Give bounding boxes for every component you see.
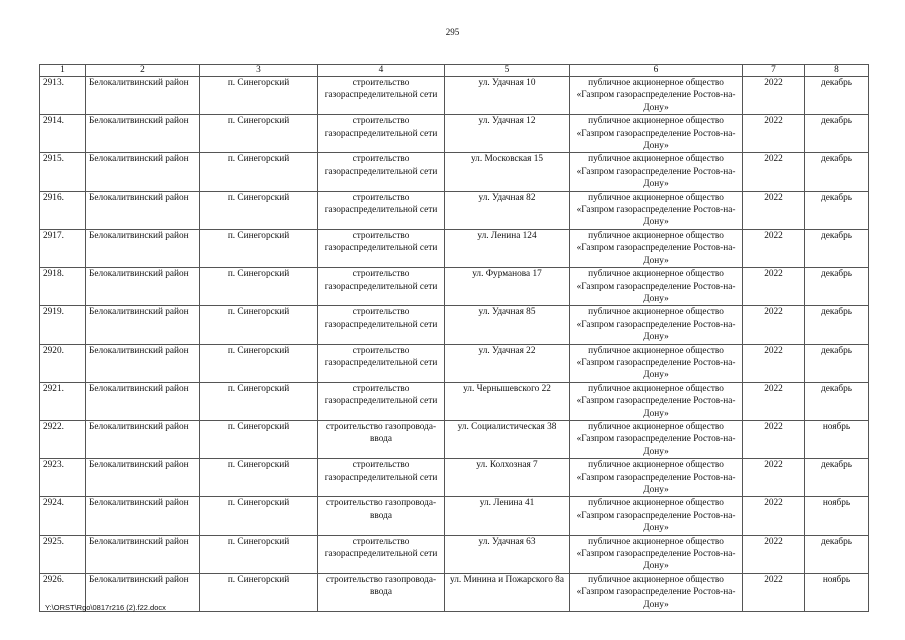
organization-cell: публичное акционерное общество «Газпром газораспределение Ростов-на-Дону» (570, 77, 743, 115)
column-number: 3 (200, 65, 318, 77)
organization-cell: публичное акционерное общество «Газпром газораспределение Ростов-на-Дону» (570, 497, 743, 535)
settlement-cell: п. Синегорский (200, 535, 318, 573)
organization-cell: публичное акционерное общество «Газпром газораспределение Ростов-на-Дону» (570, 115, 743, 153)
settlement-cell: п. Синегорский (200, 115, 318, 153)
table-row (40, 77, 869, 115)
organization-cell: публичное акционерное общество «Газпром газораспределение Ростов-на-Дону» (570, 382, 743, 420)
settlement-cell: п. Синегорский (200, 573, 318, 611)
table-row (40, 344, 869, 382)
district-cell: Белокалитвинский район (86, 191, 200, 229)
address-cell: ул. Удачная 12 (445, 115, 570, 153)
month-cell: декабрь (805, 153, 869, 191)
district-cell: Белокалитвинский район (86, 459, 200, 497)
district-cell: Белокалитвинский район (86, 229, 200, 267)
year-cell: 2022 (743, 535, 805, 573)
month-cell: декабрь (805, 306, 869, 344)
row-number: 2916. (40, 191, 86, 229)
month-cell: ноябрь (805, 420, 869, 458)
month-cell: декабрь (805, 382, 869, 420)
work-type-cell: строительство газораспределительной сети (318, 191, 445, 229)
work-type-cell: строительство газораспределительной сети (318, 153, 445, 191)
address-cell: ул. Чернышевского 22 (445, 382, 570, 420)
work-type-cell: строительство газораспределительной сети (318, 77, 445, 115)
settlement-cell: п. Синегорский (200, 268, 318, 306)
address-cell: ул. Удачная 85 (445, 306, 570, 344)
table-row (40, 497, 869, 535)
address-cell: ул. Ленина 124 (445, 229, 570, 267)
row-number: 2918. (40, 268, 86, 306)
year-cell: 2022 (743, 115, 805, 153)
organization-cell: публичное акционерное общество «Газпром газораспределение Ростов-на-Дону» (570, 306, 743, 344)
settlement-cell: п. Синегорский (200, 459, 318, 497)
page-number: 295 (445, 27, 460, 37)
settlement-cell: п. Синегорский (200, 229, 318, 267)
column-number: 1 (40, 65, 86, 77)
settlement-cell: п. Синегорский (200, 153, 318, 191)
work-type-cell: строительство газопровода-ввода (318, 573, 445, 611)
organization-cell: публичное акционерное общество «Газпром газораспределение Ростов-на-Дону» (570, 535, 743, 573)
address-cell: ул. Колхозная 7 (445, 459, 570, 497)
organization-cell: публичное акционерное общество «Газпром газораспределение Ростов-на-Дону» (570, 191, 743, 229)
year-cell: 2022 (743, 497, 805, 535)
table-row (40, 229, 869, 267)
district-cell: Белокалитвинский район (86, 77, 200, 115)
registry-table (39, 64, 869, 612)
settlement-cell: п. Синегорский (200, 77, 318, 115)
month-cell: декабрь (805, 344, 869, 382)
row-number: 2920. (40, 344, 86, 382)
organization-cell: публичное акционерное общество «Газпром газораспределение Ростов-на-Дону» (570, 420, 743, 458)
work-type-cell: строительство газораспределительной сети (318, 229, 445, 267)
address-cell: ул. Удачная 10 (445, 77, 570, 115)
row-number: 2914. (40, 115, 86, 153)
row-number: 2913. (40, 77, 86, 115)
month-cell: декабрь (805, 535, 869, 573)
district-cell: Белокалитвинский район (86, 115, 200, 153)
month-cell: ноябрь (805, 573, 869, 611)
settlement-cell: п. Синегорский (200, 420, 318, 458)
table-row (40, 306, 869, 344)
address-cell: ул. Удачная 82 (445, 191, 570, 229)
table-row (40, 382, 869, 420)
district-cell: Белокалитвинский район (86, 573, 200, 611)
work-type-cell: строительство газопровода-ввода (318, 497, 445, 535)
district-cell: Белокалитвинский район (86, 268, 200, 306)
column-number: 4 (318, 65, 445, 77)
year-cell: 2022 (743, 153, 805, 191)
year-cell: 2022 (743, 459, 805, 497)
column-number: 6 (570, 65, 743, 77)
organization-cell: публичное акционерное общество «Газпром газораспределение Ростов-на-Дону» (570, 153, 743, 191)
table-row (40, 115, 869, 153)
district-cell: Белокалитвинский район (86, 344, 200, 382)
table-row (40, 459, 869, 497)
month-cell: декабрь (805, 268, 869, 306)
row-number: 2926. (40, 573, 86, 611)
work-type-cell: строительство газораспределительной сети (318, 344, 445, 382)
table-row (40, 268, 869, 306)
settlement-cell: п. Синегорский (200, 344, 318, 382)
work-type-cell: строительство газораспределительной сети (318, 268, 445, 306)
address-cell: ул. Удачная 22 (445, 344, 570, 382)
table-row (40, 153, 869, 191)
column-number: 2 (86, 65, 200, 77)
address-cell: ул. Ленина 41 (445, 497, 570, 535)
work-type-cell: строительство газораспределительной сети (318, 535, 445, 573)
column-number: 8 (805, 65, 869, 77)
organization-cell: публичное акционерное общество «Газпром газораспределение Ростов-на-Дону» (570, 268, 743, 306)
work-type-cell: строительство газопровода-ввода (318, 420, 445, 458)
address-cell: ул. Социалистическая 38 (445, 420, 570, 458)
district-cell: Белокалитвинский район (86, 420, 200, 458)
work-type-cell: строительство газораспределительной сети (318, 306, 445, 344)
address-cell: ул. Удачная 63 (445, 535, 570, 573)
district-cell: Белокалитвинский район (86, 535, 200, 573)
month-cell: декабрь (805, 229, 869, 267)
year-cell: 2022 (743, 344, 805, 382)
district-cell: Белокалитвинский район (86, 382, 200, 420)
month-cell: декабрь (805, 115, 869, 153)
organization-cell: публичное акционерное общество «Газпром газораспределение Ростов-на-Дону» (570, 229, 743, 267)
year-cell: 2022 (743, 191, 805, 229)
row-number: 2915. (40, 153, 86, 191)
address-cell: ул. Московская 15 (445, 153, 570, 191)
footer-file-path: Y:\ORST\Rgo\0817r216 (2).f22.docx (45, 603, 166, 612)
year-cell: 2022 (743, 573, 805, 611)
year-cell: 2022 (743, 77, 805, 115)
month-cell: декабрь (805, 191, 869, 229)
district-cell: Белокалитвинский район (86, 306, 200, 344)
column-number: 7 (743, 65, 805, 77)
address-cell: ул. Минина и Пожарского 8а (445, 573, 570, 611)
organization-cell: публичное акционерное общество «Газпром газораспределение Ростов-на-Дону» (570, 344, 743, 382)
row-number: 2922. (40, 420, 86, 458)
month-cell: декабрь (805, 459, 869, 497)
settlement-cell: п. Синегорский (200, 497, 318, 535)
year-cell: 2022 (743, 268, 805, 306)
organization-cell: публичное акционерное общество «Газпром газораспределение Ростов-на-Дону» (570, 459, 743, 497)
column-number-row (40, 65, 869, 77)
month-cell: ноябрь (805, 497, 869, 535)
year-cell: 2022 (743, 306, 805, 344)
work-type-cell: строительство газораспределительной сети (318, 459, 445, 497)
settlement-cell: п. Синегорский (200, 191, 318, 229)
work-type-cell: строительство газораспределительной сети (318, 382, 445, 420)
organization-cell: публичное акционерное общество «Газпром газораспределение Ростов-на-Дону» (570, 573, 743, 611)
settlement-cell: п. Синегорский (200, 382, 318, 420)
row-number: 2925. (40, 535, 86, 573)
district-cell: Белокалитвинский район (86, 153, 200, 191)
settlement-cell: п. Синегорский (200, 306, 318, 344)
address-cell: ул. Фурманова 17 (445, 268, 570, 306)
table-row (40, 420, 869, 458)
row-number: 2921. (40, 382, 86, 420)
year-cell: 2022 (743, 229, 805, 267)
month-cell: декабрь (805, 77, 869, 115)
row-number: 2923. (40, 459, 86, 497)
work-type-cell: строительство газораспределительной сети (318, 115, 445, 153)
table-row (40, 191, 869, 229)
row-number: 2919. (40, 306, 86, 344)
row-number: 2924. (40, 497, 86, 535)
district-cell: Белокалитвинский район (86, 497, 200, 535)
row-number: 2917. (40, 229, 86, 267)
year-cell: 2022 (743, 382, 805, 420)
column-number: 5 (445, 65, 570, 77)
year-cell: 2022 (743, 420, 805, 458)
table-row (40, 535, 869, 573)
